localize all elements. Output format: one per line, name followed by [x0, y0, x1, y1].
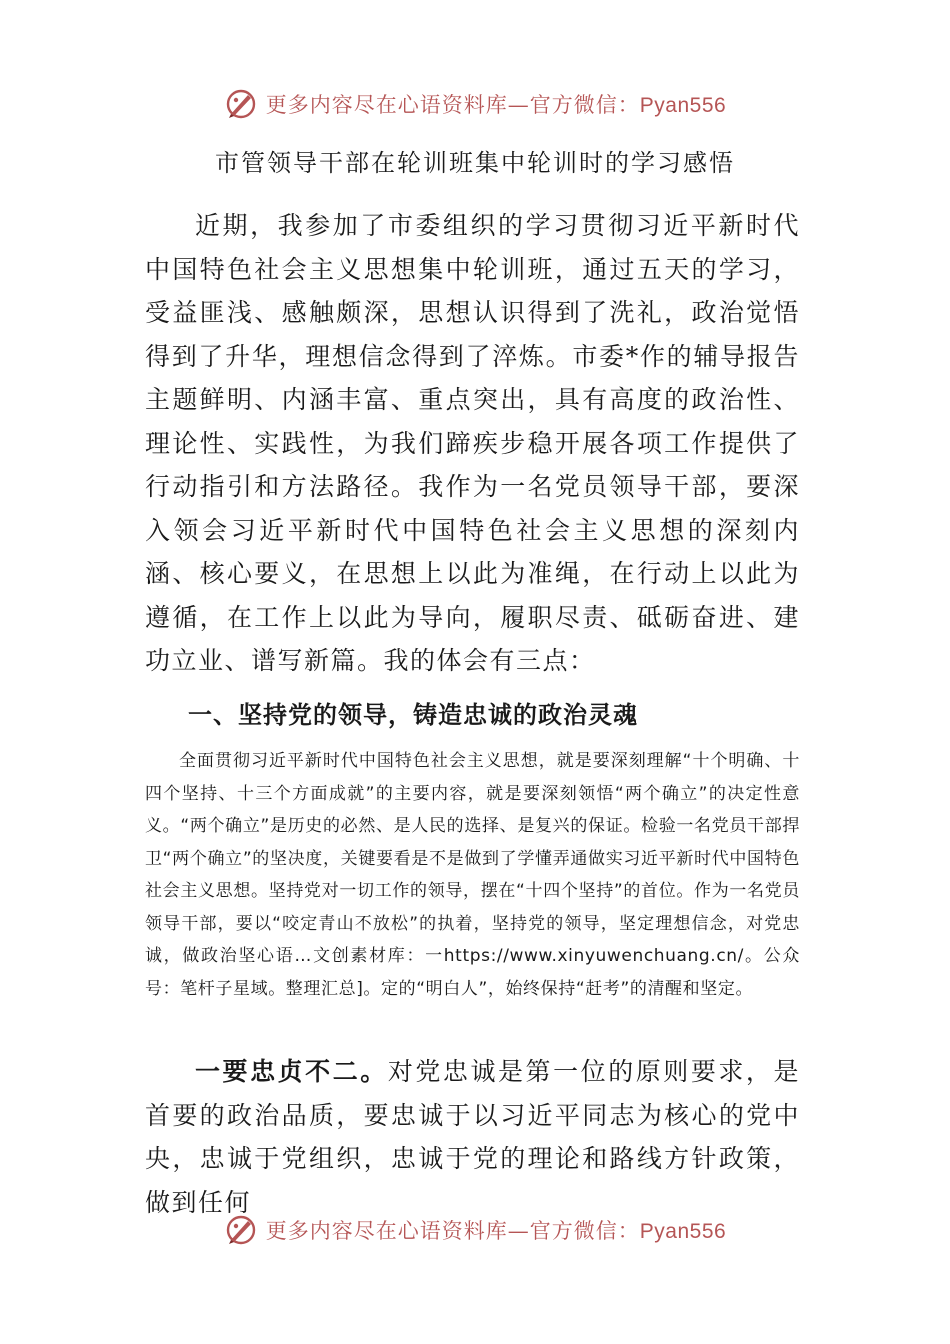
- watermark-bottom: [0, 1210, 950, 1250]
- point-lead-1: 一要忠贞不二。: [195, 1057, 388, 1086]
- watermark-text: 更多内容尽在心语资料库—官方微信：Pyan556: [265, 1219, 727, 1243]
- point-paragraph-1: [145, 1050, 800, 1224]
- pen-logo-icon: [224, 1213, 258, 1247]
- watermark-text: 更多内容尽在心语资料库—官方微信：Pyan556: [265, 93, 727, 117]
- watermark-handle: Pyan556: [639, 1220, 727, 1243]
- watermark-top: [0, 84, 950, 124]
- watermark-handle: Pyan556: [639, 94, 727, 117]
- document-title: 市管领导干部在轮训班集中轮训时的学习感悟: [215, 149, 735, 177]
- intro-paragraph: 近期，我参加了市委组织的学习贯彻习近平新时代中国特色社会主义思想集中轮训班，通过五天的学习，受益匪浅、感触颇深，思想认识得到了洗礼，政治觉悟得到了升华，理想信念得到了淬炼。市委*作的辅导报告主题鲜明、内涵丰富、重点突出，具有高度的政治性、理论性、实践性，为我们蹄疾步稳开展各项工作提供了行动指引和方法路径。我作为一名党员领导干部，要深入领会习近平新时代中国特色社会主义思想的深刻内涵、核心要义，在思想上以此为准绳，在行动上以此为遵循，在工作上以此为导向，履职尽责、砥砺奋进、建功立业、谱写新篇。我的体会有三点：: [145, 211, 800, 675]
- point-body-1: 对党忠诚是第一位的原则要求，是首要的政治品质，要忠诚于以习近平同志为核心的党中央，忠诚于党组织，忠诚于党的理论和路线方针政策，做到任何: [145, 1057, 800, 1217]
- section-body-1: 全面贯彻习近平新时代中国特色社会主义思想，就是要深刻理解“十个明确、十四个坚持、十三个方面成就”的主要内容，就是要深刻领悟“两个确立”的决定性意义。“两个确立”是历史的必然、是人民的选择、是复兴的保证。检验一名党员干部捍卫“两个确立”的坚决度，关键要看是不是做到了学懂弄通做实习近平新时代中国特色社会主义思想。坚持党对一切工作的领导，摆在“十四个坚持”的首位。作为一名党员领导干部，要以“咬定青山不放松”的执着，坚持党的领导，坚定理想信念，对党忠诚，做政治坚心语…文创素材库：一https://www.xinyuwenchuang.cn/。公众号：笔杆子星域。整理汇总]。定的“明白人”，始终保持“赶考”的清醒和坚定。: [145, 751, 800, 999]
- pen-logo-icon: [224, 87, 258, 121]
- section-heading-1: 一、坚持党的领导，铸造忠诚的政治灵魂: [188, 701, 638, 729]
